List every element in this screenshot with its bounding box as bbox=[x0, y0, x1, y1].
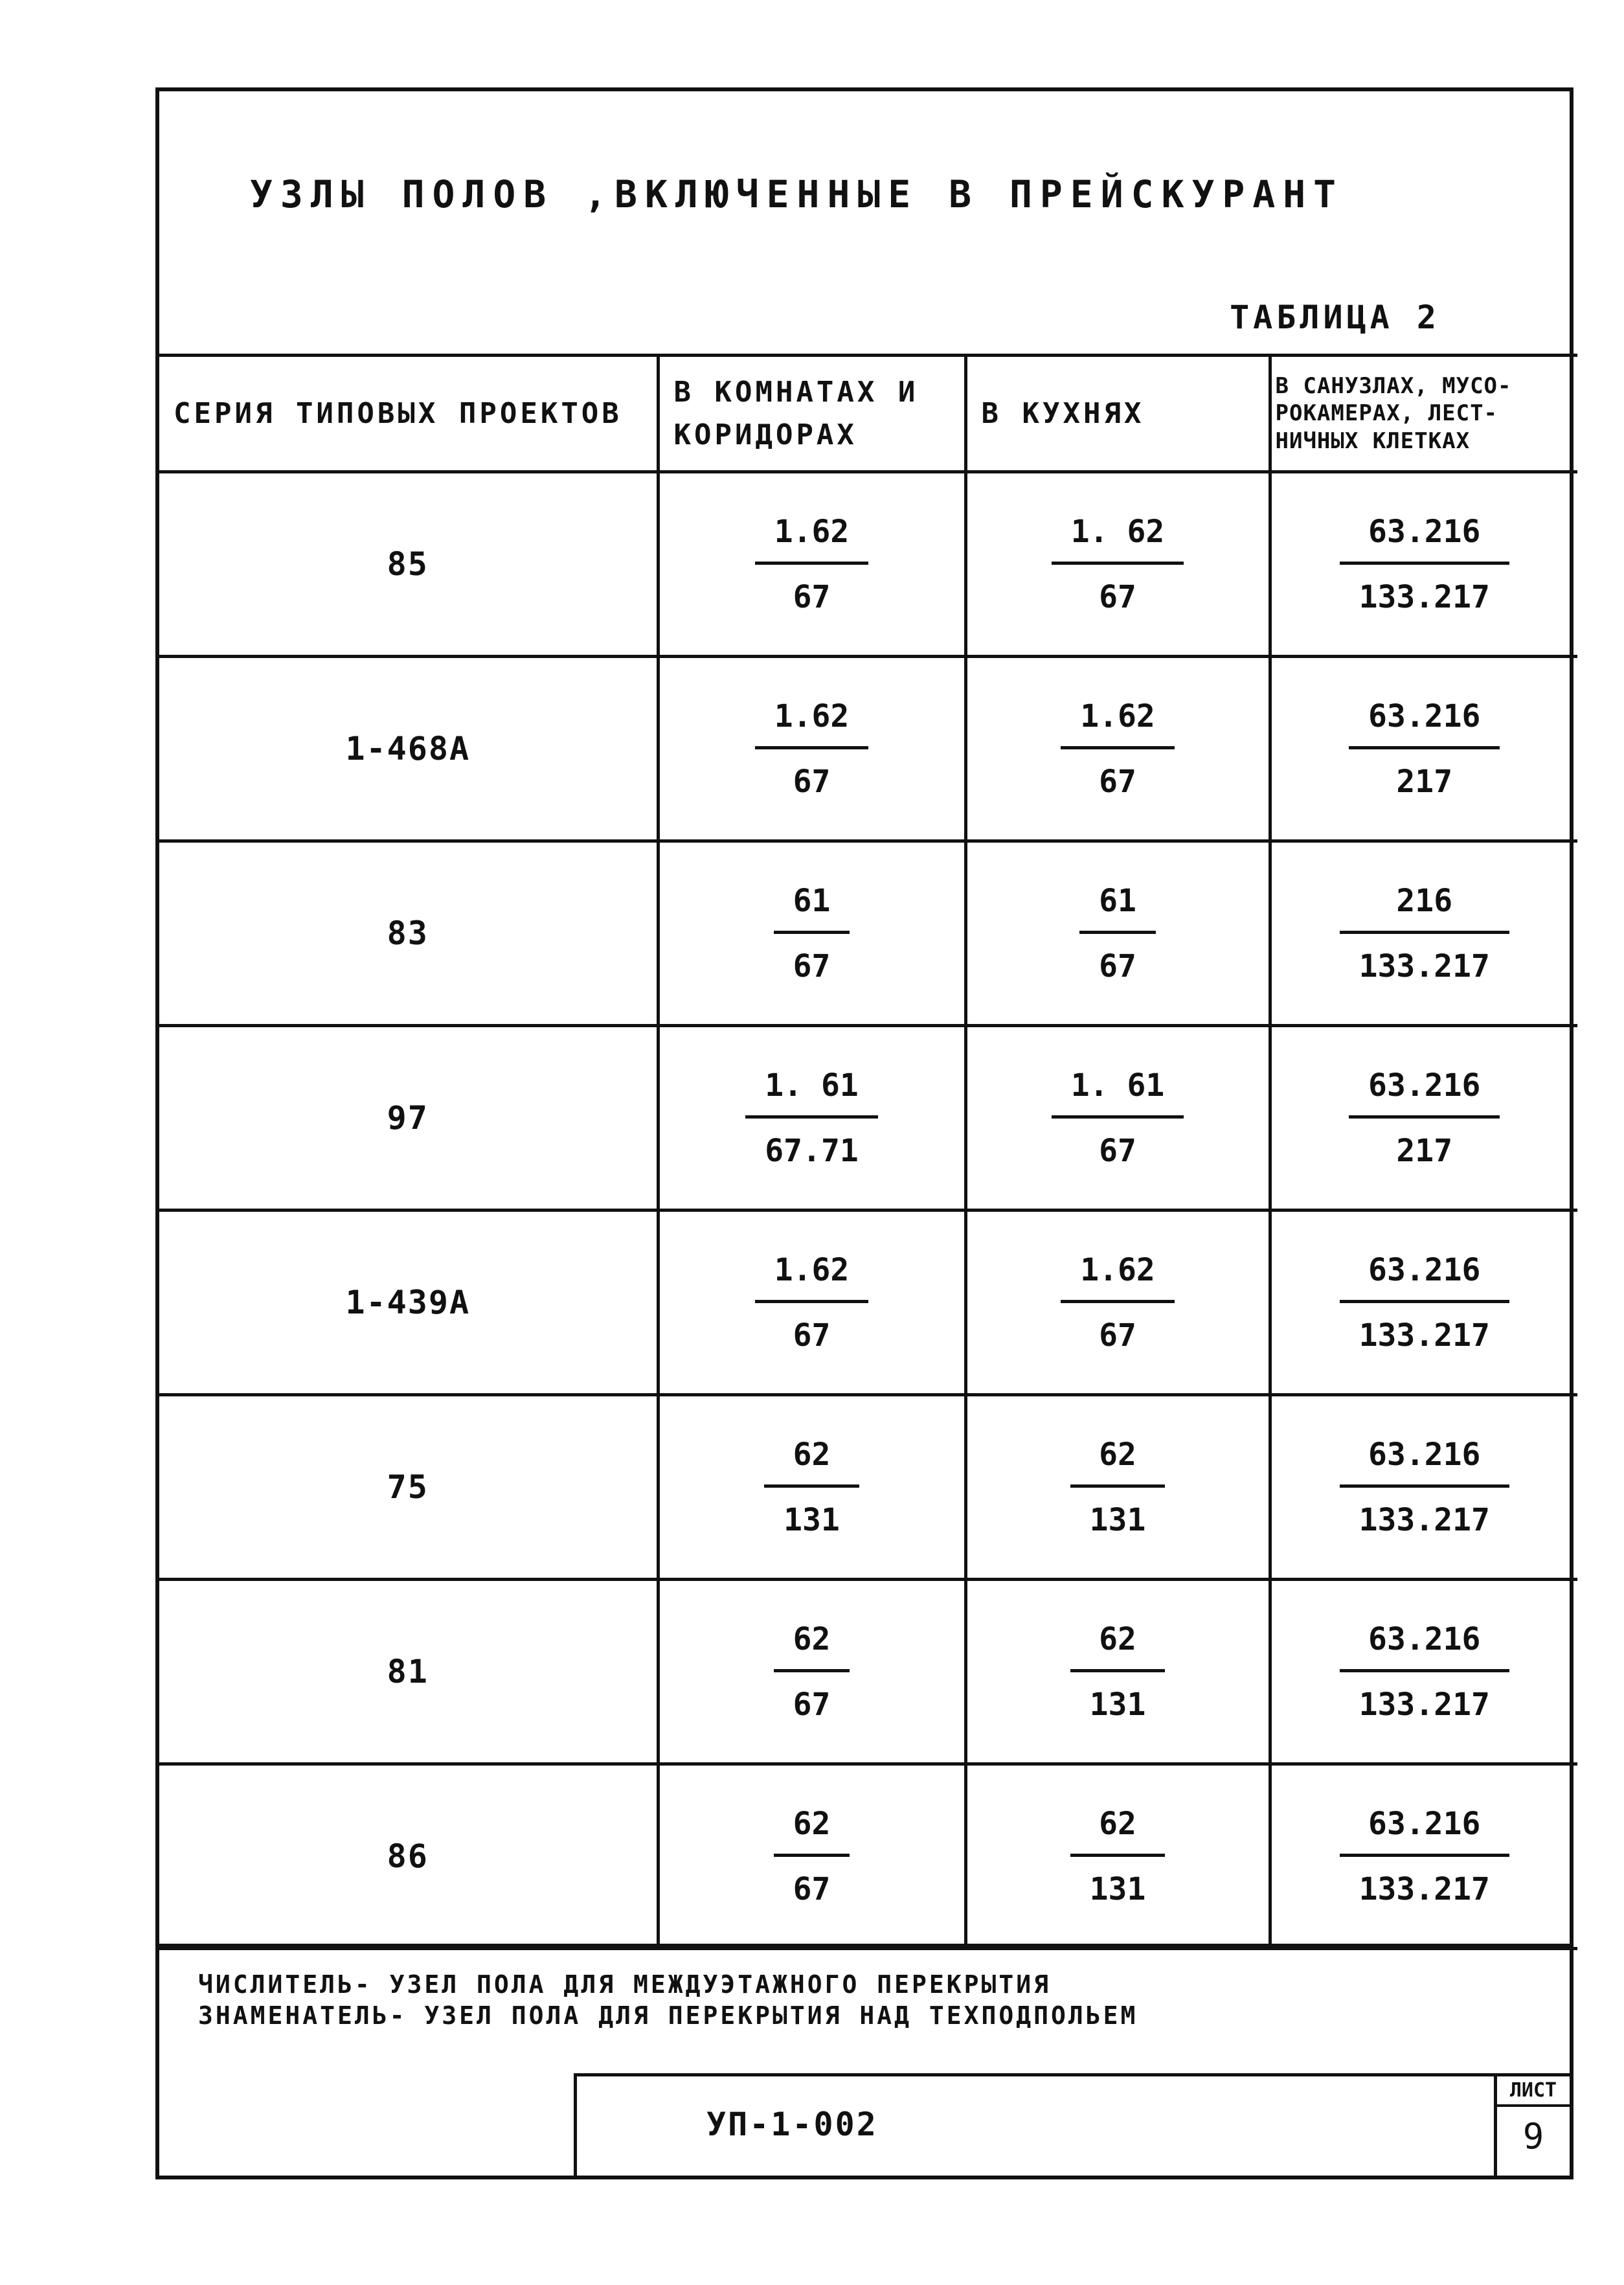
table-row bbox=[159, 1026, 1577, 1211]
kitchens-cell bbox=[965, 1211, 1270, 1395]
fraction bbox=[1052, 514, 1184, 615]
rooms-cell bbox=[658, 1580, 965, 1764]
numerator: 63.216 bbox=[1368, 1436, 1481, 1473]
kitchens-cell bbox=[965, 1395, 1270, 1580]
fraction bbox=[755, 1252, 869, 1354]
numerator: 61 bbox=[1099, 882, 1136, 919]
fraction bbox=[774, 1806, 850, 1907]
fraction bbox=[1061, 698, 1175, 800]
fraction bbox=[755, 514, 869, 615]
note-numerator: ЧИСЛИТЕЛЬ- УЗЕЛ ПОЛА ДЛЯ МЕЖДУЭТАЖНОГО ПЕРЕКРЫТИЯ bbox=[198, 1970, 1052, 1999]
sanitary-cell bbox=[1270, 1764, 1577, 1949]
denominator: 133.217 bbox=[1340, 562, 1509, 615]
fraction bbox=[1349, 1067, 1500, 1169]
fraction bbox=[1340, 514, 1509, 615]
denominator: 131 bbox=[1070, 1484, 1166, 1538]
page-title: УЗЛЫ ПОЛОВ ,ВКЛЮЧЕННЫЕ В ПРЕЙСКУРАНТ bbox=[250, 172, 1344, 216]
rooms-cell bbox=[658, 1211, 965, 1395]
fraction bbox=[1349, 698, 1500, 800]
numerator: 1. 62 bbox=[1070, 513, 1165, 550]
legend-notes bbox=[198, 1970, 1138, 2031]
numerator: 1.62 bbox=[1080, 1251, 1155, 1288]
rooms-cell bbox=[658, 472, 965, 657]
table-row bbox=[159, 1764, 1577, 1949]
rooms-cell bbox=[658, 657, 965, 841]
numerator: 62 bbox=[793, 1436, 831, 1473]
fraction bbox=[1070, 1437, 1166, 1538]
kitchens-cell bbox=[965, 472, 1270, 657]
fraction bbox=[1061, 1252, 1175, 1354]
header-kitchens: В КУХНЯХ bbox=[965, 356, 1270, 472]
numerator: 1.62 bbox=[774, 698, 850, 734]
fraction bbox=[1052, 1067, 1184, 1169]
denominator: 131 bbox=[1070, 1669, 1166, 1723]
kitchens-cell bbox=[965, 657, 1270, 841]
numerator: 1.62 bbox=[774, 1251, 850, 1288]
denominator: 133.217 bbox=[1340, 931, 1509, 984]
table-row bbox=[159, 657, 1577, 841]
denominator: 67 bbox=[755, 562, 869, 615]
table-row bbox=[159, 1395, 1577, 1580]
fraction bbox=[1070, 1806, 1166, 1907]
denominator: 67 bbox=[1061, 1300, 1175, 1354]
kitchens-cell bbox=[965, 1580, 1270, 1764]
header-rooms: В КОМНАТАХ И КОРИДОРАХ bbox=[658, 356, 965, 472]
denominator: 67 bbox=[774, 1854, 850, 1907]
note-divider bbox=[159, 1944, 1570, 1947]
numerator: 63.216 bbox=[1368, 1805, 1481, 1842]
denominator: 131 bbox=[764, 1484, 859, 1538]
fraction bbox=[1340, 1252, 1509, 1354]
table-header-row bbox=[159, 356, 1577, 472]
sanitary-cell bbox=[1270, 1395, 1577, 1580]
fraction bbox=[1079, 883, 1156, 984]
fraction bbox=[1340, 883, 1509, 984]
numerator: 61 bbox=[793, 882, 831, 919]
fraction bbox=[1070, 1621, 1166, 1723]
denominator: 133.217 bbox=[1340, 1484, 1509, 1538]
numerator: 1.62 bbox=[1080, 698, 1155, 734]
series-cell: 81 bbox=[159, 1580, 658, 1764]
numerator: 216 bbox=[1396, 882, 1453, 919]
series-cell: 97 bbox=[159, 1026, 658, 1211]
denominator: 67 bbox=[774, 931, 850, 984]
denominator: 67 bbox=[774, 1669, 850, 1723]
numerator: 1.62 bbox=[774, 513, 850, 550]
rooms-cell bbox=[658, 1026, 965, 1211]
numerator: 1. 61 bbox=[765, 1067, 859, 1104]
fraction bbox=[755, 698, 869, 800]
denominator: 133.217 bbox=[1340, 1854, 1509, 1907]
numerator: 1. 61 bbox=[1070, 1067, 1165, 1104]
numerator: 62 bbox=[793, 1805, 831, 1842]
denominator: 133.217 bbox=[1340, 1669, 1509, 1723]
kitchens-cell bbox=[965, 1026, 1270, 1211]
numerator: 63.216 bbox=[1368, 1067, 1481, 1104]
fraction bbox=[745, 1067, 878, 1169]
floor-nodes-table bbox=[159, 354, 1577, 1950]
numerator: 62 bbox=[793, 1620, 831, 1657]
series-cell: 75 bbox=[159, 1395, 658, 1580]
rooms-cell bbox=[658, 1395, 965, 1580]
table-row bbox=[159, 472, 1577, 657]
header-sanitary: В САНУЗЛАХ, МУСО-РОКАМЕРАХ, ЛЕСТ-НИЧНЫХ КЛЕТКАХ bbox=[1270, 356, 1577, 472]
fraction bbox=[1340, 1621, 1509, 1723]
fraction bbox=[764, 1437, 859, 1538]
series-cell: 85 bbox=[159, 472, 658, 657]
sanitary-cell bbox=[1270, 1026, 1577, 1211]
series-cell: 86 bbox=[159, 1764, 658, 1949]
table-row bbox=[159, 1580, 1577, 1764]
sanitary-cell bbox=[1270, 472, 1577, 657]
denominator: 67 bbox=[1052, 562, 1184, 615]
denominator: 67 bbox=[1052, 1115, 1184, 1169]
drawing-sheet bbox=[155, 87, 1573, 2179]
series-cell: 1-468А bbox=[159, 657, 658, 841]
denominator: 131 bbox=[1070, 1854, 1166, 1907]
rooms-cell bbox=[658, 1764, 965, 1949]
kitchens-cell bbox=[965, 841, 1270, 1026]
kitchens-cell bbox=[965, 1764, 1270, 1949]
sheet-label: ЛИСТ bbox=[1497, 2076, 1570, 2107]
numerator: 63.216 bbox=[1368, 513, 1481, 550]
numerator: 63.216 bbox=[1368, 1620, 1481, 1657]
denominator: 67 bbox=[755, 746, 869, 800]
denominator: 217 bbox=[1349, 1115, 1500, 1169]
denominator: 67.71 bbox=[745, 1115, 878, 1169]
denominator: 67 bbox=[1061, 746, 1175, 800]
title-block bbox=[574, 2073, 1570, 2176]
table-label: ТАБЛИЦА 2 bbox=[1230, 299, 1440, 336]
sanitary-cell bbox=[1270, 1211, 1577, 1395]
table-body bbox=[159, 472, 1577, 1949]
note-denominator: ЗНАМЕНАТЕЛЬ- УЗЕЛ ПОЛА ДЛЯ ПЕРЕКРЫТИЯ НАД ТЕХПОДПОЛЬЕМ bbox=[198, 2001, 1138, 2030]
numerator: 62 bbox=[1099, 1620, 1136, 1657]
fraction bbox=[1340, 1437, 1509, 1538]
denominator: 217 bbox=[1349, 746, 1500, 800]
sheet-number-box bbox=[1494, 2076, 1570, 2176]
denominator: 133.217 bbox=[1340, 1300, 1509, 1354]
sanitary-cell bbox=[1270, 841, 1577, 1026]
denominator: 67 bbox=[755, 1300, 869, 1354]
series-cell: 83 bbox=[159, 841, 658, 1026]
fraction bbox=[774, 883, 850, 984]
fraction bbox=[1340, 1806, 1509, 1907]
numerator: 62 bbox=[1099, 1805, 1136, 1842]
table-row bbox=[159, 841, 1577, 1026]
series-cell: 1-439А bbox=[159, 1211, 658, 1395]
table-row bbox=[159, 1211, 1577, 1395]
header-series: СЕРИЯ ТИПОВЫХ ПРОЕКТОВ bbox=[159, 356, 658, 472]
fraction bbox=[774, 1621, 850, 1723]
sanitary-cell bbox=[1270, 1580, 1577, 1764]
sanitary-cell bbox=[1270, 657, 1577, 841]
rooms-cell bbox=[658, 841, 965, 1026]
sheet-number: 9 bbox=[1522, 2116, 1544, 2157]
numerator: 63.216 bbox=[1368, 1251, 1481, 1288]
document-code: УП-1-002 bbox=[706, 2106, 878, 2143]
denominator: 67 bbox=[1079, 931, 1156, 984]
numerator: 62 bbox=[1099, 1436, 1136, 1473]
numerator: 63.216 bbox=[1368, 698, 1481, 734]
